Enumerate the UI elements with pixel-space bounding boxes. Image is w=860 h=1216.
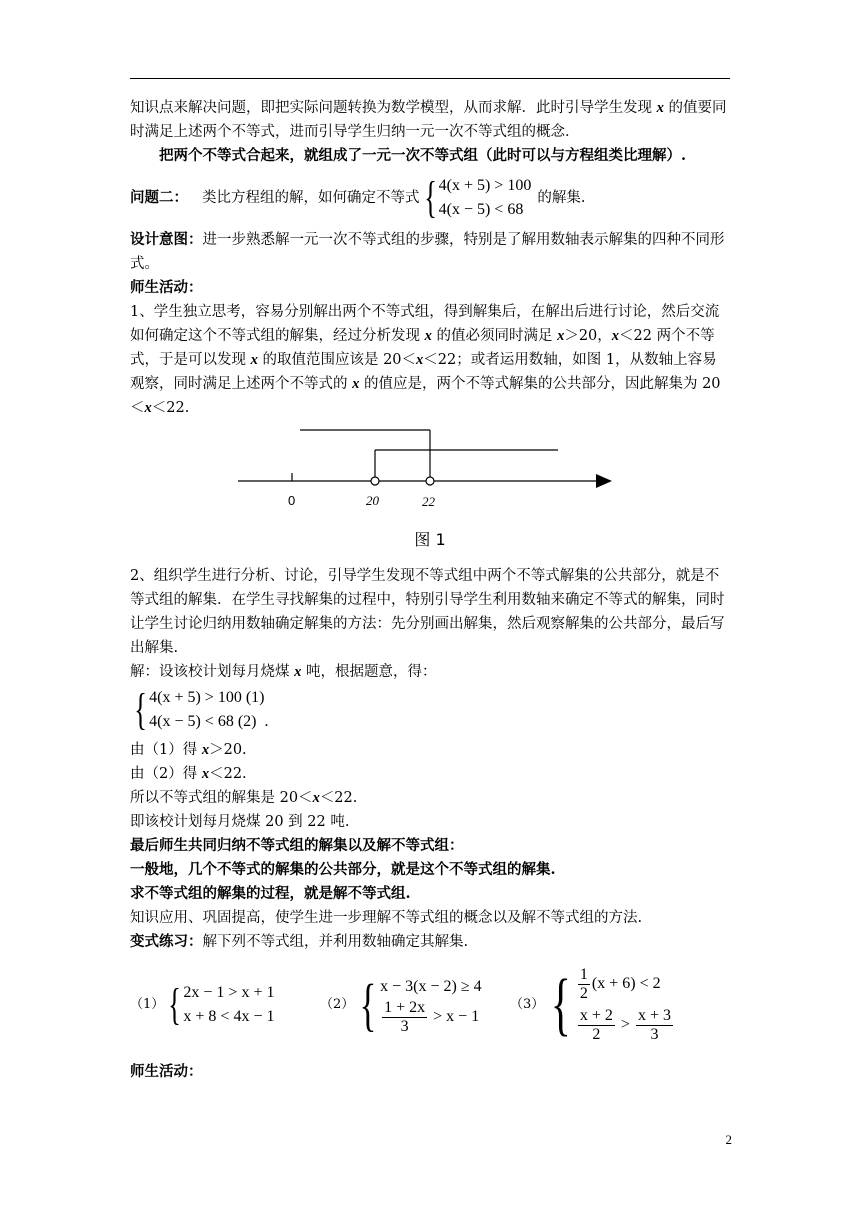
tick-label-22: 22	[422, 494, 435, 509]
summary-title: 最后师生共同归纳不等式组的解集以及解不等式组：	[130, 837, 464, 854]
practice-heading: 变式练习：解下列不等式组，并利用数轴确定其解集.	[130, 933, 469, 950]
exercise-3: （3） { $\frac{1}{2}$ (x + 6) < 2 $\frac{x + 2}{2}$ > $\frac{x + 3}{3}$	[510, 966, 671, 1043]
activity-paragraph-1: 1、学生独立思考，容易分别解出两个不等式组，得到解集后，在解出后进行讨论，然后交流如何确定这个不等式组的解集，经过分析发现 x 的值必须同时满足 x＞20，x＜22 两个不等式，于是可以发现 x 的取值范围应该是 20＜x＜22；或者运用数轴，如图 1，从数轴上容易观察，同时满足上述两个不等式的 x 的值应是，两个不等式解集的公共部分，因此解集为 20＜x＜22.	[130, 304, 721, 416]
activity-title: 师生活动：	[130, 279, 203, 296]
solution-system: { 4(x + 5) > 100 (1) 4(x − 5) < 68 (2) .	[134, 685, 269, 734]
result-4: 即该校计划每月烧煤 20 到 22 吨.	[130, 814, 350, 830]
summary-line-1: 一般地，几个不等式的解集的公共部分，就是这个不等式组的解集.	[130, 861, 556, 878]
solution-intro: 解：设该校计划每月烧煤 x 吨，根据题意，得：	[130, 664, 437, 680]
activity-title-2: 师生活动：	[130, 1063, 203, 1080]
question-label: 问题二：	[130, 189, 188, 206]
question-two: 问题二： 类比方程组的解，如何确定不等式 { 4(x + 5) > 100 4(x − 5) < 68 的解集.	[130, 173, 586, 222]
axis-arrow-icon	[596, 474, 612, 488]
open-point-22	[426, 477, 434, 485]
exercise-1: （1） { 2x − 1 > x + 1 x + 8 < 4x − 1	[130, 980, 275, 1029]
result-2: 由（2）得 x＜22.	[130, 766, 247, 782]
design-intent: 设计意图：进一步熟悉解一元一次不等式组的步骤，特别是了解用数轴表示解集的四种不同形式。	[130, 231, 725, 272]
concept-statement: 把两个不等式合起来，就组成了一元一次不等式组（此时可以与方程组类比理解）.	[159, 147, 687, 164]
number-line-figure	[130, 420, 730, 550]
activity-paragraph-2: 2、组织学生进行分析、讨论，引导学生发现不等式组中两个不等式解集的公共部分，就是不等式组的解集．在学生寻找解集的过程中，特别引导学生利用数轴来确定不等式的解集，同时让学生讨论归纳用数轴确定解集的方法：先分别画出解集，然后观察解集的公共部分，最后写出解集.	[130, 568, 725, 656]
open-point-20	[371, 477, 379, 485]
result-3: 所以不等式组的解集是 20＜x＜22.	[130, 790, 358, 806]
result-1: 由（1）得 x＞20.	[130, 742, 247, 758]
figure-caption: 图 1	[414, 530, 446, 549]
intro-paragraph: 知识点来解决问题，即把实际问题转换为数学模型，从而求解．此时引导学生发现 x 的值要同时满足上述两个不等式，进而引导学生归纳一元一次不等式组的概念．	[130, 100, 727, 140]
summary-line-3: 知识应用、巩固提高，使学生进一步理解不等式组的概念以及解不等式组的方法.	[130, 910, 643, 926]
exercise-2: （2） { x − 3(x − 2) ≥ 4 $\frac{1 + 2x}{3}$ > x − 1	[320, 972, 482, 1037]
header-rule	[130, 78, 730, 79]
tick-label-0: 0	[288, 493, 296, 508]
practice-exercises	[130, 966, 730, 1044]
page-body	[130, 96, 730, 1084]
tick-label-20: 20	[366, 493, 379, 508]
inequality-system: { 4(x + 5) > 100 4(x − 5) < 68	[423, 173, 532, 222]
page-number: 2	[725, 1132, 732, 1147]
summary-line-2: 求不等式组的解集的过程，就是解不等式组.	[130, 885, 411, 902]
number-line-svg	[130, 420, 730, 520]
